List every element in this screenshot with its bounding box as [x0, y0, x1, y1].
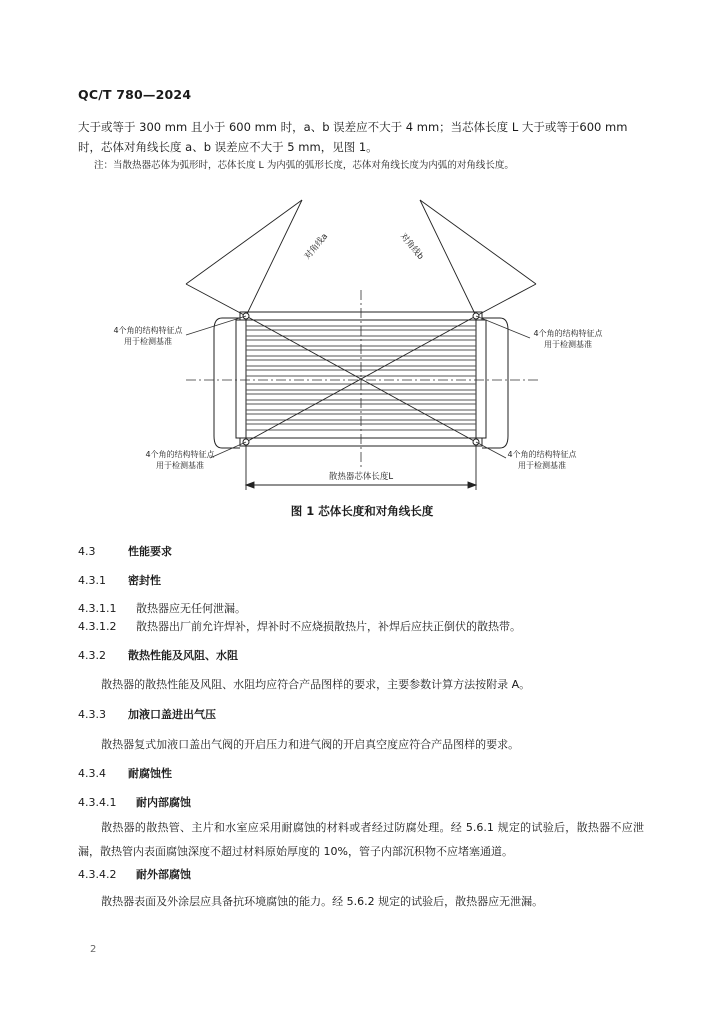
- figure-1-diagram: [0, 0, 724, 500]
- heading-4-3-1: [78, 572, 161, 588]
- diagonal-b-label: 对角线b: [397, 231, 426, 262]
- callout-top-right-line2: 用于检测基准: [544, 340, 592, 349]
- heading-title: 耐内部腐蚀: [136, 796, 191, 809]
- clause-text: 散热器应无任何泄漏。: [136, 602, 246, 615]
- left-side-bar: [236, 320, 246, 438]
- clause-number: 4.3.1.1: [78, 602, 117, 615]
- core-tubes: [246, 326, 476, 430]
- paragraph-4-3-4-1: 散热器的散热管、主片和水室应采用耐腐蚀的材料或者经过防腐处理。经 5.6.1 规定的试验后，散热器不应泄漏，散热管内表面腐蚀深度不超过材料原始厚度的 10%，管子内部沉积物不应堵塞通道。: [78, 821, 644, 858]
- heading-4-3-4-2: [78, 866, 191, 882]
- callout-bottom-left-line1: 4个角的结构特征点: [145, 450, 215, 459]
- heading-number: 4.3: [78, 545, 96, 558]
- callout-bottom-right-line1: 4个角的结构特征点: [507, 450, 577, 459]
- heading-4-3-2: [78, 647, 238, 663]
- heading-number: 4.3.3: [78, 708, 106, 721]
- heading-4-3-3: [78, 706, 216, 722]
- callout-top-left-line1: 4个角的结构特征点: [113, 326, 183, 335]
- extension-left-a: [186, 284, 246, 316]
- intro-line-1: 大于或等于 300 mm 且小于 600 mm 时，a、b 误差应不大于 4 mm；当芯体长度 L 大于或等于600 mm: [78, 120, 628, 134]
- heading-title: 性能要求: [128, 545, 172, 558]
- diagonal-b-dimension: [420, 200, 536, 284]
- figure-caption: 图 1 芯体长度和对角线长度: [290, 504, 434, 518]
- heading-title: 加液口盖进出气压: [128, 708, 216, 721]
- heading-4-3-4: [78, 765, 172, 781]
- heading-4-3: [78, 543, 172, 559]
- heading-title: 耐腐蚀性: [128, 767, 172, 780]
- callout-top-left-line2: 用于检测基准: [124, 337, 172, 346]
- heading-title: 耐外部腐蚀: [136, 868, 191, 881]
- heading-number: 4.3.4.1: [78, 796, 117, 809]
- length-dimension-label: 散热器芯体长度L: [328, 472, 394, 482]
- paragraph-4-3-3: 散热器复式加液口盖出气阀的开启压力和进气阀的开启真空度应符合产品图样的要求。: [101, 738, 520, 751]
- clause-text: 散热器出厂前允许焊补，焊补时不应烧损散热片，补焊后应扶正倒伏的散热带。: [136, 620, 521, 633]
- diagonal-a-label: 对角线a: [302, 231, 331, 262]
- heading-number: 4.3.2: [78, 649, 106, 662]
- heading-4-3-4-1: [78, 794, 191, 810]
- heading-number: 4.3.4.2: [78, 868, 117, 881]
- clause-4-3-1-2: [78, 618, 521, 634]
- heading-number: 4.3.1: [78, 574, 106, 587]
- right-side-bar: [476, 320, 486, 438]
- clause-4-3-1-1: [78, 600, 246, 616]
- callout-top-right-line1: 4个角的结构特征点: [533, 329, 603, 338]
- heading-number: 4.3.4: [78, 767, 106, 780]
- callout-bottom-left-line2: 用于检测基准: [156, 461, 204, 470]
- paragraph-4-3-4-2: 散热器表面及外涂层应具备抗环境腐蚀的能力。经 5.6.2 规定的试验后，散热器应无泄漏。: [101, 895, 544, 908]
- paragraph-4-3-2: 散热器的散热性能及风阻、水阻均应符合产品图样的要求，主要参数计算方法按附录 A。: [101, 678, 531, 691]
- heading-title: 散热性能及风阻、水阻: [128, 649, 238, 662]
- page-number: 2: [90, 944, 97, 955]
- heading-title: 密封性: [128, 574, 161, 587]
- extension-right-b: [476, 284, 536, 316]
- intro-line-2: 时，芯体对角线长度 a、b 误差应不大于 5 mm，见图 1。: [78, 140, 378, 154]
- diagonal-a-dimension: [186, 200, 302, 284]
- standard-code: QC/T 780—2024: [78, 87, 192, 102]
- intro-note: 注：当散热器芯体为弧形时，芯体长度 L 为内弧的弧形长度，芯体对角线长度为内弧的对角线长度。: [94, 160, 514, 171]
- callout-bottom-right-line2: 用于检测基准: [518, 461, 566, 470]
- clause-number: 4.3.1.2: [78, 620, 117, 633]
